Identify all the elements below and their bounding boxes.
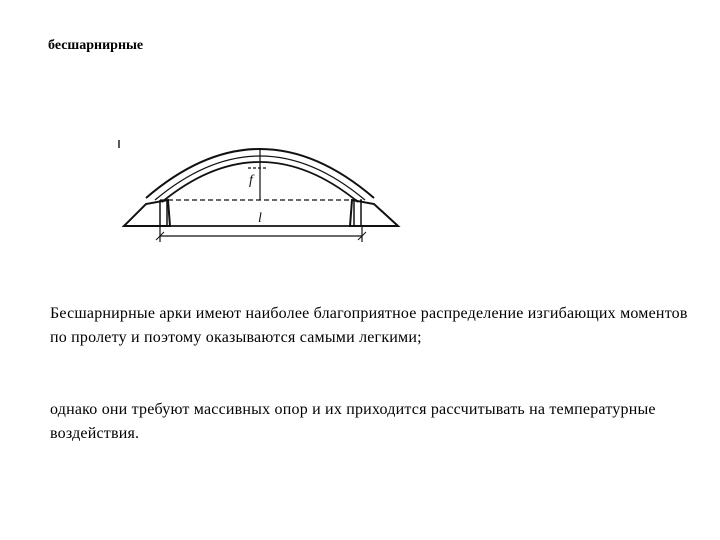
paragraph-advantage: Бесшарнирные арки имеют наиболее благоприятное распределение изгибающих моментов по пролету и поэтому оказываются самыми легкими; bbox=[50, 305, 688, 346]
slide-title: бесшарнирные bbox=[48, 38, 144, 53]
rise-label: f bbox=[249, 173, 253, 188]
right-abutment bbox=[350, 200, 398, 226]
fixed-arch-diagram bbox=[110, 128, 410, 248]
left-abutment bbox=[124, 200, 170, 226]
paragraph-disadvantage: однако они требуют массивных опор и их приходится рассчитывать на температурные воздействия. bbox=[50, 401, 656, 442]
span-label: l bbox=[258, 211, 262, 226]
